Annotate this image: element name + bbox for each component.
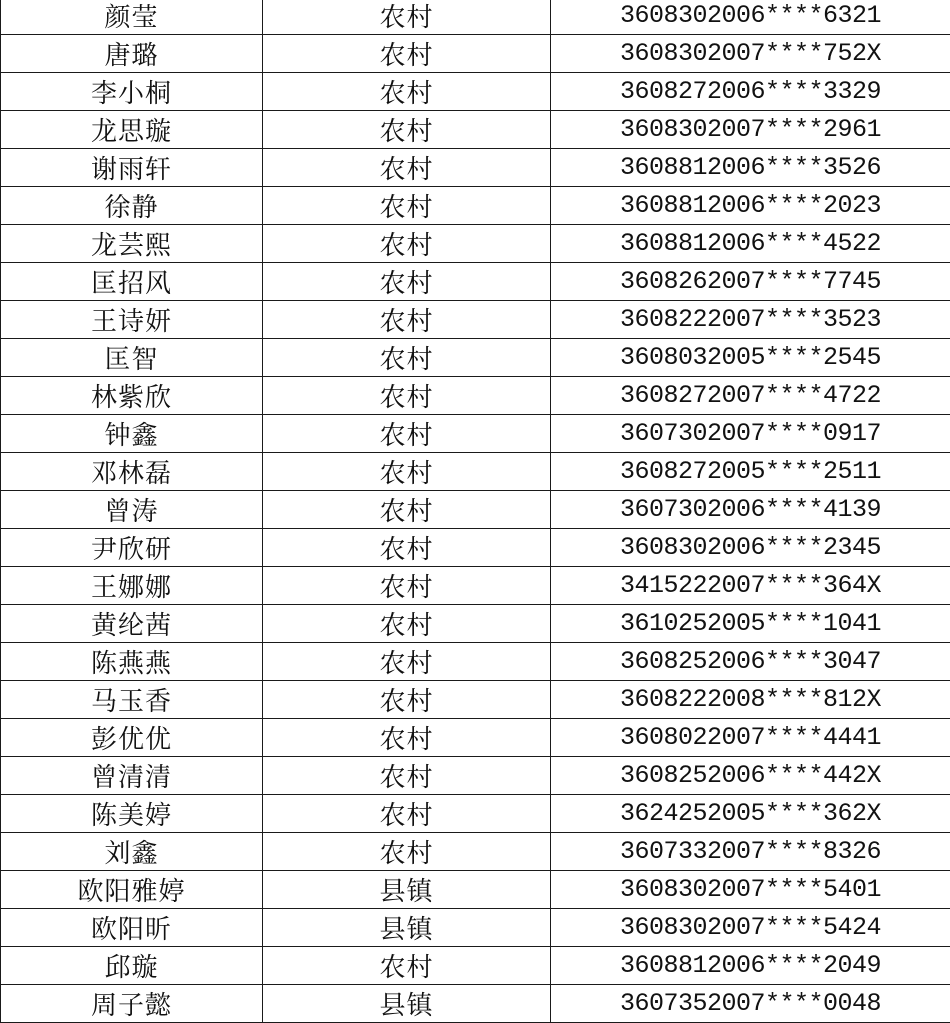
table-body xyxy=(1,0,950,1023)
area-type-cell: 农村 xyxy=(263,719,551,757)
area-type-cell: 农村 xyxy=(263,149,551,187)
name-cell: 邱璇 xyxy=(1,947,263,985)
table-row xyxy=(1,73,950,111)
table-row xyxy=(1,985,950,1023)
id-number-cell: 3608252006****442X xyxy=(551,757,950,795)
id-number-cell: 3608812006****2049 xyxy=(551,947,950,985)
table-row xyxy=(1,35,950,73)
name-cell: 王诗妍 xyxy=(1,301,263,339)
id-number-cell: 3607302006****4139 xyxy=(551,491,950,529)
id-number-cell: 3608812006****4522 xyxy=(551,225,950,263)
name-cell: 彭优优 xyxy=(1,719,263,757)
table-row xyxy=(1,187,950,225)
name-cell: 马玉香 xyxy=(1,681,263,719)
name-cell: 邓林磊 xyxy=(1,453,263,491)
id-number-cell: 3608302006****2345 xyxy=(551,529,950,567)
area-type-cell: 农村 xyxy=(263,0,551,35)
id-number-cell: 3607332007****8326 xyxy=(551,833,950,871)
table-row xyxy=(1,415,950,453)
table-row xyxy=(1,567,950,605)
name-cell: 曾涛 xyxy=(1,491,263,529)
table-row xyxy=(1,871,950,909)
area-type-cell: 农村 xyxy=(263,605,551,643)
name-cell: 匡招风 xyxy=(1,263,263,301)
id-number-cell: 3608032005****2545 xyxy=(551,339,950,377)
table-row xyxy=(1,301,950,339)
area-type-cell: 农村 xyxy=(263,491,551,529)
area-type-cell: 县镇 xyxy=(263,909,551,947)
name-cell: 谢雨轩 xyxy=(1,149,263,187)
id-number-cell: 3608812006****3526 xyxy=(551,149,950,187)
name-cell: 龙思璇 xyxy=(1,111,263,149)
area-type-cell: 农村 xyxy=(263,225,551,263)
name-cell: 龙芸熙 xyxy=(1,225,263,263)
name-cell: 曾清清 xyxy=(1,757,263,795)
name-cell: 林紫欣 xyxy=(1,377,263,415)
id-number-cell: 3608272007****4722 xyxy=(551,377,950,415)
area-type-cell: 县镇 xyxy=(263,985,551,1023)
table-row xyxy=(1,605,950,643)
table-row xyxy=(1,111,950,149)
area-type-cell: 县镇 xyxy=(263,871,551,909)
id-number-cell: 3608272006****3329 xyxy=(551,73,950,111)
table-row xyxy=(1,453,950,491)
name-cell: 颜莹 xyxy=(1,0,263,35)
name-cell: 徐静 xyxy=(1,187,263,225)
name-cell: 王娜娜 xyxy=(1,567,263,605)
area-type-cell: 农村 xyxy=(263,111,551,149)
table-row xyxy=(1,263,950,301)
area-type-cell: 农村 xyxy=(263,795,551,833)
area-type-cell: 农村 xyxy=(263,263,551,301)
table-row xyxy=(1,0,950,35)
area-type-cell: 农村 xyxy=(263,187,551,225)
name-cell: 李小桐 xyxy=(1,73,263,111)
id-number-cell: 3415222007****364X xyxy=(551,567,950,605)
name-cell: 钟鑫 xyxy=(1,415,263,453)
name-cell: 匡智 xyxy=(1,339,263,377)
name-cell: 刘鑫 xyxy=(1,833,263,871)
table-row xyxy=(1,833,950,871)
table-row xyxy=(1,529,950,567)
table-row xyxy=(1,643,950,681)
table-row xyxy=(1,947,950,985)
id-number-cell: 3608222008****812X xyxy=(551,681,950,719)
area-type-cell: 农村 xyxy=(263,35,551,73)
name-cell: 欧阳昕 xyxy=(1,909,263,947)
area-type-cell: 农村 xyxy=(263,301,551,339)
area-type-cell: 农村 xyxy=(263,567,551,605)
id-number-cell: 3608812006****2023 xyxy=(551,187,950,225)
area-type-cell: 农村 xyxy=(263,833,551,871)
area-type-cell: 农村 xyxy=(263,453,551,491)
id-number-cell: 3607352007****0048 xyxy=(551,985,950,1023)
id-number-cell: 3624252005****362X xyxy=(551,795,950,833)
area-type-cell: 农村 xyxy=(263,415,551,453)
id-number-cell: 3608262007****7745 xyxy=(551,263,950,301)
table-row xyxy=(1,757,950,795)
id-number-cell: 3607302007****0917 xyxy=(551,415,950,453)
area-type-cell: 农村 xyxy=(263,73,551,111)
id-number-cell: 3608302007****752X xyxy=(551,35,950,73)
name-cell: 陈燕燕 xyxy=(1,643,263,681)
id-number-cell: 3608272005****2511 xyxy=(551,453,950,491)
name-cell: 黄纶茜 xyxy=(1,605,263,643)
id-number-cell: 3608022007****4441 xyxy=(551,719,950,757)
id-number-cell: 3608252006****3047 xyxy=(551,643,950,681)
id-number-cell: 3610252005****1041 xyxy=(551,605,950,643)
area-type-cell: 农村 xyxy=(263,529,551,567)
name-cell: 尹欣研 xyxy=(1,529,263,567)
table-row xyxy=(1,795,950,833)
id-number-cell: 3608302007****2961 xyxy=(551,111,950,149)
name-cell: 周子懿 xyxy=(1,985,263,1023)
area-type-cell: 农村 xyxy=(263,377,551,415)
table-row xyxy=(1,491,950,529)
area-type-cell: 农村 xyxy=(263,643,551,681)
table-row xyxy=(1,339,950,377)
table-row xyxy=(1,149,950,187)
table-row xyxy=(1,681,950,719)
id-number-cell: 3608302007****5401 xyxy=(551,871,950,909)
table-row xyxy=(1,719,950,757)
area-type-cell: 农村 xyxy=(263,681,551,719)
table-row xyxy=(1,225,950,263)
table-row xyxy=(1,909,950,947)
table-row xyxy=(1,377,950,415)
id-number-cell: 3608302006****6321 xyxy=(551,0,950,35)
id-number-cell: 3608222007****3523 xyxy=(551,301,950,339)
area-type-cell: 农村 xyxy=(263,757,551,795)
name-cell: 欧阳雅婷 xyxy=(1,871,263,909)
area-type-cell: 农村 xyxy=(263,947,551,985)
name-cell: 唐璐 xyxy=(1,35,263,73)
id-number-cell: 3608302007****5424 xyxy=(551,909,950,947)
name-cell: 陈美婷 xyxy=(1,795,263,833)
area-type-cell: 农村 xyxy=(263,339,551,377)
